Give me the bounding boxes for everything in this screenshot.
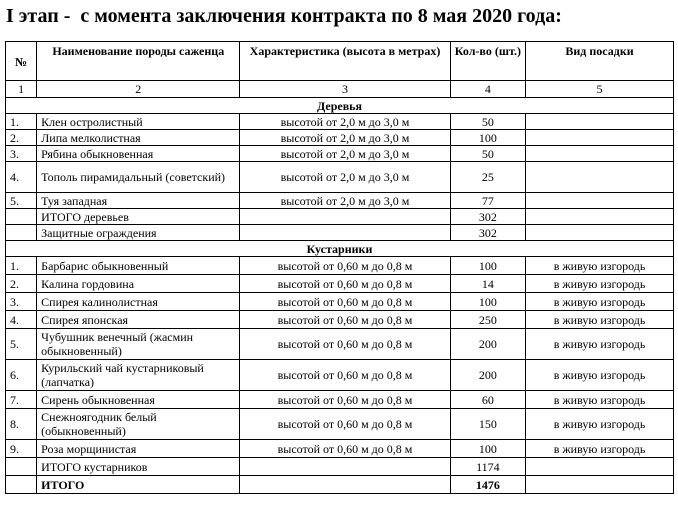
- section-title: Кустарники: [6, 241, 674, 257]
- plant-name: Клен остролистный: [37, 114, 240, 130]
- section-row-trees: [6, 98, 674, 114]
- plant-spec: высотой от 0,60 м до 0,8 м: [240, 329, 450, 360]
- plant-name: Роза морщинистая: [37, 440, 240, 458]
- row-number: 4.: [6, 162, 37, 193]
- plant-qty: 200: [450, 360, 525, 391]
- row-number: 1.: [6, 257, 37, 275]
- plant-qty: 200: [450, 329, 525, 360]
- fence-qty: 302: [450, 225, 525, 241]
- plant-spec: высотой от 0,60 м до 0,8 м: [240, 311, 450, 329]
- plant-qty: 14: [450, 275, 525, 293]
- plant-name: Калина гордовина: [37, 275, 240, 293]
- table-row: [6, 311, 674, 329]
- col-number: 1: [6, 81, 37, 98]
- total-qty: 1174: [450, 458, 525, 476]
- planting-type: в живую изгородь: [526, 257, 674, 275]
- plant-qty: 250: [450, 311, 525, 329]
- plant-name: Рябина обыкновенная: [37, 146, 240, 162]
- plant-qty: 100: [450, 130, 525, 146]
- plant-qty: 100: [450, 440, 525, 458]
- fence-label: Защитные ограждения: [37, 225, 240, 241]
- col-number: 5: [526, 81, 674, 98]
- row-number: 2.: [6, 275, 37, 293]
- planting-type: в живую изгородь: [526, 360, 674, 391]
- plant-spec: высотой от 0,60 м до 0,8 м: [240, 257, 450, 275]
- table-row: [6, 293, 674, 311]
- plant-spec: высотой от 0,60 м до 0,8 м: [240, 440, 450, 458]
- row-number: 9.: [6, 440, 37, 458]
- planting-type: [526, 114, 674, 130]
- grand-total-qty: 1476: [450, 476, 525, 494]
- plant-name: Снежноягодник белый (обыкновенный): [37, 409, 240, 440]
- table-row: [6, 391, 674, 409]
- plant-name: Сирень обыкновенная: [37, 391, 240, 409]
- page-title: I этап - с момента заключения контракта по 8 мая 2020 года:: [6, 5, 562, 27]
- plant-name: Туя западная: [37, 193, 240, 209]
- shrubs-rows: [6, 257, 674, 458]
- shrubs-total-row: [6, 458, 674, 476]
- table-row: [6, 257, 674, 275]
- planting-type: [526, 162, 674, 193]
- column-number-row: [6, 81, 674, 98]
- planting-type: [526, 193, 674, 209]
- total-label: ИТОГО деревьев: [37, 209, 240, 225]
- plant-qty: 100: [450, 293, 525, 311]
- plant-name: Тополь пирамидальный (советский): [37, 162, 240, 193]
- table-row: [6, 409, 674, 440]
- col-number: 2: [37, 81, 240, 98]
- header-name: Наименование породы саженца: [37, 42, 240, 81]
- plant-qty: 150: [450, 409, 525, 440]
- section-row-shrubs: [6, 241, 674, 257]
- table-row: [6, 193, 674, 209]
- trees-rows: [6, 114, 674, 209]
- row-number: 4.: [6, 311, 37, 329]
- plant-name: Чубушник венечный (жасмин обыкновенный): [37, 329, 240, 360]
- plant-name: Курильский чай кустарниковый (лапчатка): [37, 360, 240, 391]
- col-number: 3: [240, 81, 450, 98]
- grand-total-row: [6, 476, 674, 494]
- plant-spec: высотой от 0,60 м до 0,8 м: [240, 293, 450, 311]
- row-number: 5.: [6, 329, 37, 360]
- plant-spec: высотой от 2,0 м до 3,0 м: [240, 130, 450, 146]
- table-row: [6, 329, 674, 360]
- plant-qty: 100: [450, 257, 525, 275]
- planting-type: [526, 146, 674, 162]
- header-num: №: [6, 42, 37, 81]
- header-type: Вид посадки: [526, 42, 674, 81]
- plant-spec: высотой от 2,0 м до 3,0 м: [240, 114, 450, 130]
- row-number: 6.: [6, 360, 37, 391]
- plant-name: Спирея японская: [37, 311, 240, 329]
- plant-qty: 50: [450, 146, 525, 162]
- plant-qty: 50: [450, 114, 525, 130]
- table-row: [6, 114, 674, 130]
- col-number: 4: [450, 81, 525, 98]
- table-row: [6, 360, 674, 391]
- table-row: [6, 130, 674, 146]
- row-number: 3.: [6, 146, 37, 162]
- row-number: 5.: [6, 193, 37, 209]
- planting-type: в живую изгородь: [526, 275, 674, 293]
- plant-spec: высотой от 2,0 м до 3,0 м: [240, 193, 450, 209]
- planting-type: в живую изгородь: [526, 409, 674, 440]
- table-row: [6, 275, 674, 293]
- planting-type: в живую изгородь: [526, 329, 674, 360]
- plant-qty: 77: [450, 193, 525, 209]
- row-number: 7.: [6, 391, 37, 409]
- row-number: 3.: [6, 293, 37, 311]
- planting-table: [5, 41, 674, 494]
- total-label: ИТОГО кустарников: [37, 458, 240, 476]
- section-title: Деревья: [6, 98, 674, 114]
- header-spec: Характеристика (высота в метрах): [240, 42, 450, 81]
- total-qty: 302: [450, 209, 525, 225]
- plant-spec: высотой от 2,0 м до 3,0 м: [240, 162, 450, 193]
- fence-row: [6, 225, 674, 241]
- plant-spec: высотой от 0,60 м до 0,8 м: [240, 409, 450, 440]
- table-row: [6, 440, 674, 458]
- table-header-row: [6, 42, 674, 81]
- plant-qty: 25: [450, 162, 525, 193]
- row-number: 1.: [6, 114, 37, 130]
- grand-total-label: ИТОГО: [37, 476, 240, 494]
- plant-spec: высотой от 2,0 м до 3,0 м: [240, 146, 450, 162]
- row-number: 2.: [6, 130, 37, 146]
- trees-total-row: [6, 209, 674, 225]
- planting-type: в живую изгородь: [526, 293, 674, 311]
- planting-type: в живую изгородь: [526, 311, 674, 329]
- row-number: 8.: [6, 409, 37, 440]
- plant-spec: высотой от 0,60 м до 0,8 м: [240, 391, 450, 409]
- table-row: [6, 146, 674, 162]
- plant-name: Спирея калинолистная: [37, 293, 240, 311]
- table-row: [6, 162, 674, 193]
- plant-name: Барбарис обыкновенный: [37, 257, 240, 275]
- header-qty: Кол-во (шт.): [450, 42, 525, 81]
- plant-name: Липа мелколистная: [37, 130, 240, 146]
- plant-spec: высотой от 0,60 м до 0,8 м: [240, 360, 450, 391]
- planting-type: в живую изгородь: [526, 440, 674, 458]
- planting-type: [526, 130, 674, 146]
- plant-qty: 60: [450, 391, 525, 409]
- planting-type: в живую изгородь: [526, 391, 674, 409]
- plant-spec: высотой от 0,60 м до 0,8 м: [240, 275, 450, 293]
